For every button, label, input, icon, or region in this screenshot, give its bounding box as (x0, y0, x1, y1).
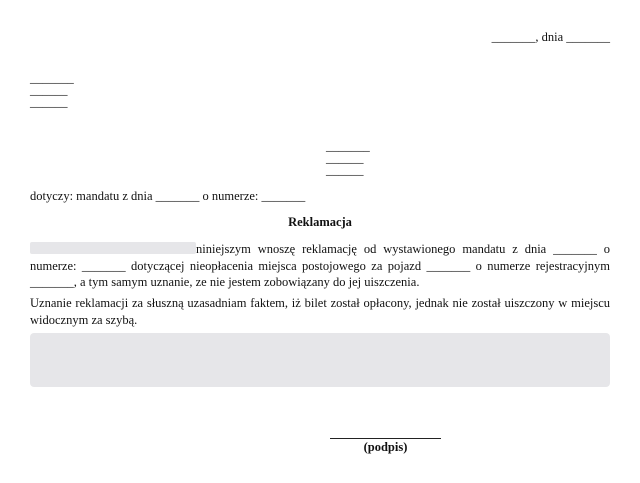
body-paragraph-2: Uznanie reklamacji za słuszną uzasadniam faktem, iż bilet został opłacony, jednak nie został uiszczony w miejscu widocznym za szybą. (30, 296, 610, 327)
sender-line-3: ______ (30, 95, 68, 109)
body-paragraph-1-text: niniejszym wnoszę reklamację od wystawionego mandatu z dnia _______ o numerze: _______ dotyczącej nieopłacenia miejsca postojowego za pojazd _______ o numerze rejestracyjnym _______, a tym samym uznanie, ze nie jestem zobowiązany do jej uiszczenia. (30, 242, 610, 289)
redacted-block (30, 333, 610, 387)
sender-line-2: ______ (30, 83, 68, 97)
sender-line-1: _______ (30, 71, 74, 85)
body-paragraph-1 (30, 241, 610, 291)
signature-line (330, 438, 441, 439)
redacted-name (30, 242, 196, 254)
signature-label: (podpis) (363, 440, 408, 454)
recipient-line-3: ______ (326, 163, 364, 177)
letter-title: Reklamacja (288, 215, 352, 229)
recipient-line-1: _______ (326, 139, 370, 153)
recipient-line-2: ______ (326, 151, 364, 165)
sender-address (30, 72, 74, 108)
recipient-address (326, 140, 370, 176)
regarding-line: dotyczy: mandatu z dnia _______ o numerze: _______ (30, 189, 306, 203)
place-date-line: _______, dnia _______ (491, 30, 610, 44)
